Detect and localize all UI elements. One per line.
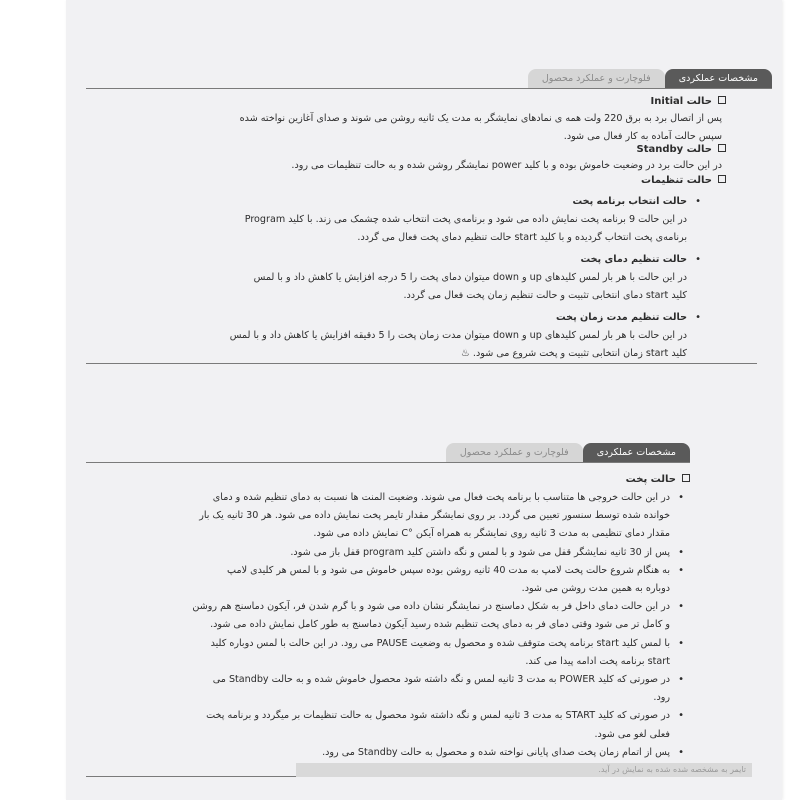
cooking-line [106, 726, 670, 744]
cooking-line [106, 671, 684, 689]
bullet-dot: • [678, 637, 684, 649]
cooking-line [106, 616, 670, 634]
cooking-line-text: پس از اتمام زمان پخت صدای پایانی نواخته شده و محصول به حالت Standby می رود. [322, 746, 670, 758]
cooking-line-text: رود. [653, 692, 670, 704]
initial-heading-text: حالت Initial [650, 96, 712, 107]
cooking-line-text: در صورتی که کلید POWER به مدت 3 ثانیه لمس و نگه داشته شود محصول خاموش شده و به حالت Standby می [212, 674, 670, 685]
tab-flowchart[interactable]: فلوچارت و عملکرد محصول [446, 443, 583, 462]
cooking-line [106, 507, 670, 525]
cooking-heading [626, 474, 690, 485]
bullet-dot: • [678, 710, 684, 722]
section-2-top-rule [86, 462, 690, 463]
bullet-line: در این حالت 9 برنامه پخت نمایش داده می شود و برنامه‌ی پخت انتخاب شده چشمک می زند. با کلید Program [244, 214, 687, 225]
cooking-line-text: با لمس کلید start برنامه پخت متوقف شده و محصول به وضعیت PAUSE می رود. در این حالت با لمس دوباره کلید [210, 637, 670, 649]
cooking-line-text: start برنامه پخت ادامه پیدا می کند. [525, 655, 670, 667]
cooking-line [106, 580, 670, 598]
cooking-line-text: به هنگام شروع حالت پخت لامپ به مدت 40 ثانیه روشن بوده سپس خاموش می شود و با لمس هر کلیدی لامپ [227, 564, 670, 576]
cooking-line-text: دوباره به همین مدت روشن می شود. [521, 583, 670, 594]
cooking-line [106, 598, 684, 616]
cooking-line [106, 489, 684, 507]
document-page [66, 0, 782, 800]
bullet-dot: • [678, 601, 684, 613]
cooking-line [106, 635, 684, 653]
bullet-dot: • [695, 312, 701, 323]
cooking-line-text: مقدار دمای تنظیمی به مدت 3 ثانیه روی نمایشگر به همراه آیکن °C نمایش داده می شود. [313, 528, 670, 540]
footer-strip: تایمر به مشخصه شده شده به نمایش در آید. [296, 763, 752, 777]
cooking-line-text: خوانده شده توسط سنسور تعیین می گردد. بر روی نمایشگر مقدار تایمر پخت نمایش داده می شود. هر 30 ثانیه یک بار [199, 510, 670, 522]
cooking-line [106, 525, 670, 543]
bullet-dot: • [678, 746, 684, 758]
cooking-line [106, 562, 684, 580]
tab-functional-specs[interactable]: مشخصات عملکردی [665, 69, 772, 88]
bullet-dot: • [678, 492, 684, 503]
standby-heading-text: حالت Standby [636, 144, 712, 155]
tab-functional-specs[interactable]: مشخصات عملکردی [583, 443, 690, 462]
section-2 [66, 0, 782, 800]
bullet-line: برنامه‌ی پخت انتخاب گردیده و با کلید start حالت تنظیم دمای پخت فعال می گردد. [357, 232, 687, 243]
bullet-line: در این حالت با هر بار لمس کلیدهای up و down میتوان مدت زمان پخت را 5 دقیقه افزایش یا کاهش داد و با لمس [229, 330, 687, 341]
initial-text-1: پس از اتصال برد به برق 220 ولت همه ی نمادهای نمایشگر به مدت یک ثانیه روشن می شوند و صدای آغازین نواخته شده [239, 113, 722, 124]
initial-text-2: سپس حالت آماده به کار فعال می شود. [563, 131, 722, 142]
cooking-heading-text: حالت پخت [625, 474, 676, 485]
bullet-dot: • [678, 564, 684, 576]
bullet-dot: • [695, 254, 701, 265]
bullet-title: حالت تنظیم مدت زمان پخت [556, 312, 687, 323]
checkbox-icon [682, 474, 690, 482]
bullet-line: کلید start زمان انتخابی تثبیت و پخت شروع می شود. ♨ [460, 348, 687, 359]
cooking-line-text: در صورتی که کلید START به مدت 3 ثانیه لمس و نگه داشته شود محصول به حالت تنظیمات بر میگردد و برنامه پخت [206, 710, 670, 722]
settings-heading-text: حالت تنظیمات [641, 175, 712, 186]
cooking-line [106, 653, 670, 671]
bullet-dot: • [678, 546, 684, 558]
cooking-line-text: فعلی لغو می شود. [594, 728, 670, 740]
bullet-line: کلید start دمای انتخابی تثبیت و حالت تنظیم زمان پخت فعال می گردد. [403, 290, 687, 301]
cooking-line-text: پس از 30 ثانیه نمایشگر قفل می شود و با لمس و نگه داشتن کلید program قفل باز می شود. [290, 546, 670, 558]
cooking-line [106, 544, 684, 562]
bullet-title: حالت انتخاب برنامه پخت [572, 196, 687, 207]
bullet-dot: • [695, 196, 701, 207]
cooking-line-text: در این حالت خروجی ها متناسب با برنامه پخت فعال می شوند. وضعیت المنت ها نسبت به دمای تنظیم شده و دمای [212, 492, 670, 503]
standby-text: در این حالت برد در وضعیت خاموش بوده و با کلید power نمایشگر روشن شده و به حالت تنظیمات می رود. [291, 160, 722, 171]
section-2-tabs [446, 443, 690, 462]
cooking-line-text: و کامل تر می شود وقتی دمای فر به دمای پخت تنظیم شده رسید آیکون دماسنج به طور کامل نمایش داده می شود. [210, 619, 670, 631]
cooking-line [106, 744, 684, 762]
pot-icon: ♨ [460, 348, 470, 359]
cooking-line-text: در این حالت دمای داخل فر به شکل دماسنج در نمایشگر نشان داده می شود و با گرم شدن فر، آیکون دماسنج هم روشن [192, 601, 670, 613]
tab-flowchart[interactable]: فلوچارت و عملکرد محصول [528, 69, 665, 88]
cooking-line [106, 689, 670, 707]
bullet-dot: • [678, 674, 684, 685]
bullet-title: حالت تنظیم دمای پخت [580, 254, 687, 265]
bullet-line: در این حالت با هر بار لمس کلیدهای up و down میتوان دمای پخت را 5 درجه افزایش یا کاهش داد و با لمس [253, 272, 687, 283]
cooking-line [106, 707, 684, 725]
